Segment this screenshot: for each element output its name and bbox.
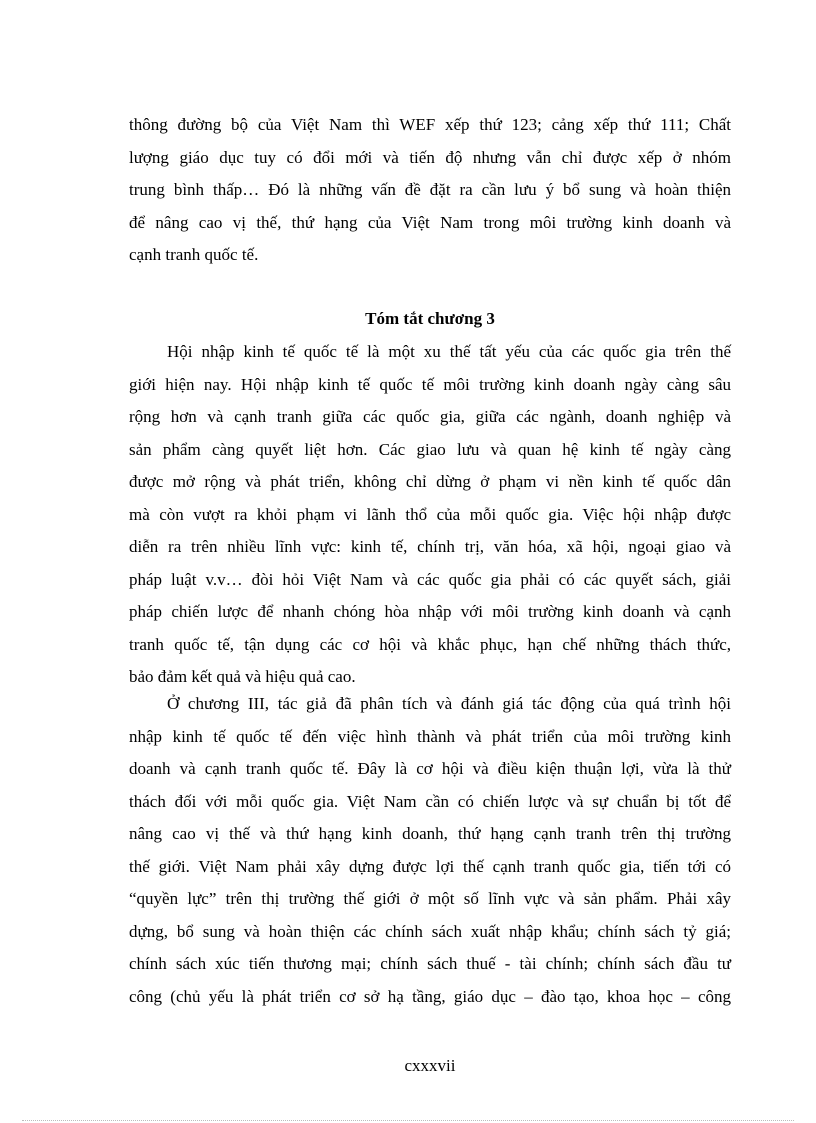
- text-line: rộng hơn và cạnh tranh giữa các quốc gia, giữa các ngành, doanh nghiệp và: [129, 407, 731, 426]
- text-line: nâng cao vị thế và thứ hạng kinh doanh, thứ hạng cạnh tranh trên thị trường: [129, 824, 731, 843]
- text-line: giới hiện nay. Hội nhập kinh tế quốc tế môi trường kinh doanh ngày càng sâu: [129, 374, 731, 394]
- text-line: chính sách xúc tiến thương mại; chính sách thuế - tài chính; chính sách đầu tư: [129, 954, 731, 973]
- section-heading: Tóm tắt chương 3: [365, 309, 495, 328]
- text-line: nhập kinh tế quốc tế đến việc hình thành và phát triển của môi trường kinh: [129, 726, 731, 746]
- paragraph-summary: [129, 336, 731, 694]
- text-line: tranh quốc tế, tận dụng các cơ hội và khắc phục, hạn chế những thách thức,: [129, 634, 731, 654]
- text-line: dựng, bổ sung và hoàn thiện các chính sách xuất nhập khẩu; chính sách tỷ giá;: [129, 921, 731, 941]
- text-line: công (chủ yếu là phát triển cơ sở hạ tầng, giáo dục – đào tạo, khoa học – công: [129, 986, 731, 1006]
- text-line: để nâng cao vị thế, thứ hạng của Việt Nam trong môi trường kinh doanh và: [129, 212, 731, 232]
- text-line: pháp chiến lược để nhanh chóng hòa nhập với môi trường kinh doanh và cạnh: [129, 602, 731, 621]
- text-line: được mở rộng và phát triển, không chỉ dừng ở phạm vi nền kinh tế quốc dân: [129, 472, 731, 491]
- page-bottom-divider: [22, 1120, 794, 1121]
- text-line: lượng giáo dục tuy có đổi mới và tiến độ nhưng vẫn chỉ được xếp ở nhóm: [129, 147, 731, 167]
- text-line: Hội nhập kinh tế quốc tế là một xu thế tất yếu của các quốc gia trên thế: [167, 342, 731, 361]
- text-line: doanh và cạnh tranh quốc tế. Đây là cơ hội và điều kiện thuận lợi, vừa là thử: [129, 759, 731, 778]
- text-line: bảo đảm kết quả và hiệu quả cao.: [129, 667, 356, 686]
- text-line: trung bình thấp… Đó là những vấn đề đặt ra cần lưu ý bổ sung và hoàn thiện: [129, 180, 731, 199]
- paragraph-intro: [129, 109, 731, 272]
- text-line: sản phẩm càng quyết liệt hơn. Các giao lưu và quan hệ kinh tế ngày càng: [129, 439, 731, 459]
- page-number: cxxxvii: [404, 1056, 456, 1075]
- text-line: thế giới. Việt Nam phải xây dựng được lợi thế cạnh tranh quốc gia, tiến tới có: [129, 856, 731, 876]
- paragraph-chapter-analysis: [129, 688, 731, 1013]
- text-line: cạnh tranh quốc tế.: [129, 245, 259, 264]
- text-line: diễn ra trên nhiều lĩnh vực: kinh tế, chính trị, văn hóa, xã hội, ngoại giao và: [129, 537, 731, 556]
- text-line: mà còn vượt ra khỏi phạm vi lãnh thổ của mỗi quốc gia. Việc hội nhập được: [129, 504, 731, 524]
- text-line: Ở chương III, tác giả đã phân tích và đánh giá tác động của quá trình hội: [167, 694, 731, 713]
- text-line: pháp luật v.v… đòi hỏi Việt Nam và các quốc gia phải có các quyết sách, giải: [129, 569, 731, 589]
- text-line: thông đường bộ của Việt Nam thì WEF xếp thứ 123; cảng xếp thứ 111; Chất: [129, 115, 731, 134]
- text-line: “quyền lực” trên thị trường thế giới ở một số lĩnh vực và sản phẩm. Phải xây: [129, 889, 731, 908]
- text-line: thách đối với mỗi quốc gia. Việt Nam cần có chiến lược và sự chuẩn bị tốt để: [129, 791, 731, 811]
